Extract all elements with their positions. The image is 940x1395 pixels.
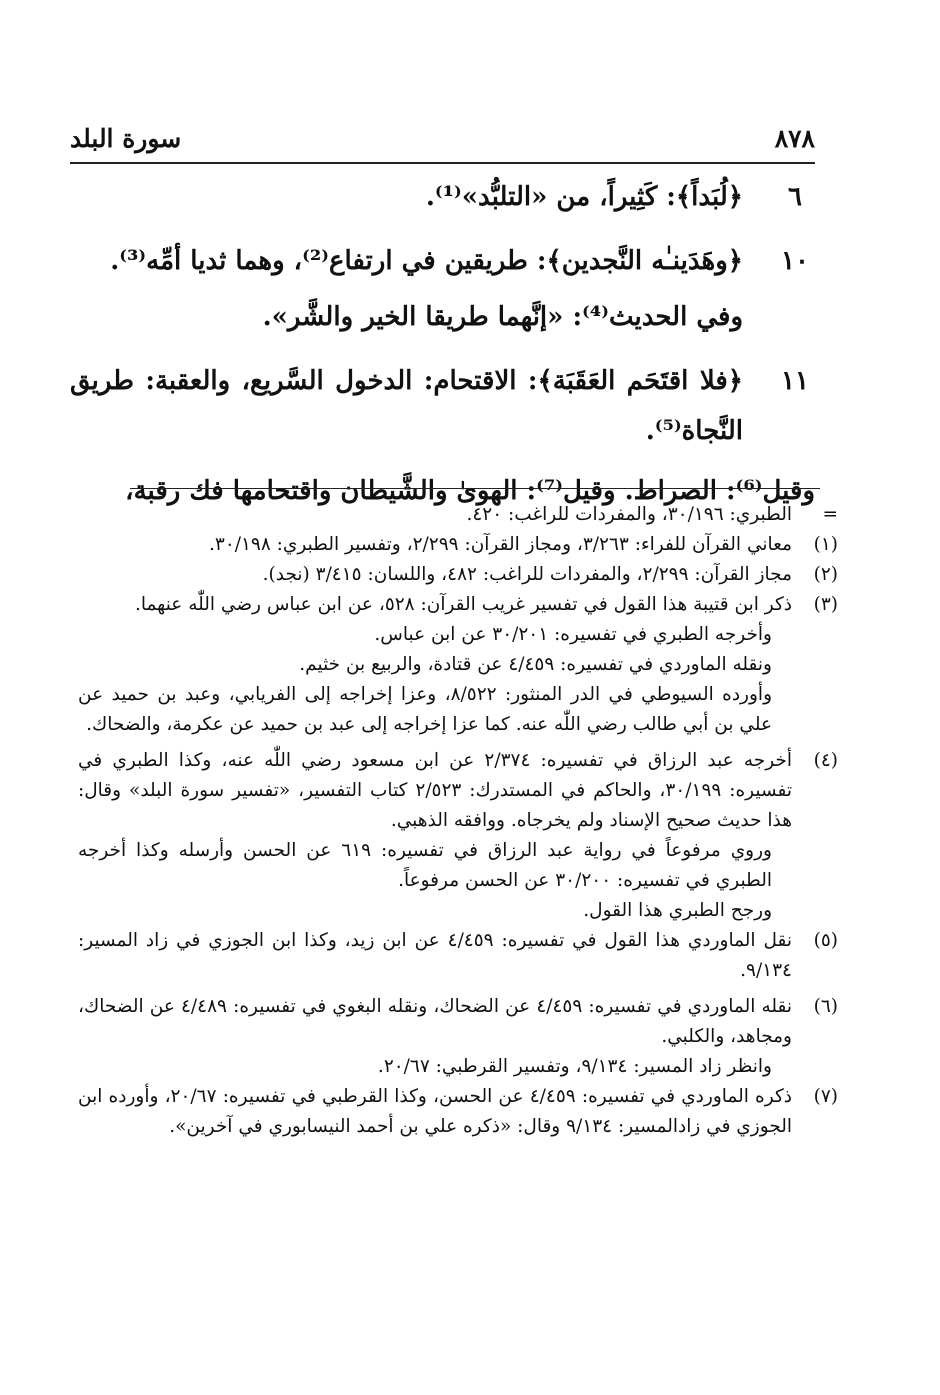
- footnote-text: وروي مرفوعاً في رواية عبد الرزاق في تفسيره: ٦١٩ عن الحسن وأرسله وكذا أخرجه الطبري في تفسيره: ٣٠/٢٠٠ عن الحسن مرفوعاً.: [78, 840, 772, 891]
- footnote-text: ذكره الماوردي في تفسيره: ٤/٤٥٩ عن الحسن، وكذا القرطبي في تفسيره: ٢٠/٦٧، وأورده ابن الجوزي في زادالمسير: ٩/١٣٤ وقال: «ذكره علي بن أحمد النيسابوري في آخرين».: [78, 1086, 793, 1137]
- footnote-text: نقل الماوردي هذا القول في تفسيره: ٤/٤٥٩ عن ابن زيد، وكذا ابن الجوزي في زاد المسير: ٩/١٣٤.: [78, 930, 792, 981]
- footnote: [78, 560, 838, 590]
- footnote-text: معاني القرآن للفراء: ٣/٢٦٣، ومجاز القرآن: ٢/٢٩٩، وتفسير الطبري: ٣٠/١٩٨.: [208, 534, 792, 555]
- verse-text: ﴿فلا اقتَحَم العَقَبَة﴾: الاقتحام: الدخول السَّريع، والعقبة: طريق النَّجاة⁽⁵⁾.: [70, 366, 743, 446]
- main-text: [70, 172, 815, 516]
- footnote-text: وانظر زاد المسير: ٩/١٣٤، وتفسير القرطبي: ٢٠/٦٧.: [377, 1056, 772, 1077]
- footnote: [78, 926, 838, 986]
- surah-title: سورة البلد: [70, 124, 182, 153]
- footnote-number: (٥): [813, 930, 838, 951]
- footnote: [78, 992, 838, 1082]
- footnote-text: وأخرجه الطبري في تفسيره: ٣٠/٢٠١ عن ابن عباس.: [374, 624, 772, 645]
- verse-text: ﴿وهَدَينـٰه النَّجدين﴾: طريقين في ارتفاع⁽²⁾، وهما ثديا أمِّه⁽³⁾.: [110, 246, 743, 276]
- verse-entry: [70, 356, 815, 456]
- footnote-text: الطبري: ٣٠/١٩٦، والمفردات للراغب: ٤٢٠.: [466, 504, 792, 525]
- footnote-number: (١): [813, 534, 838, 555]
- footnote-number: (٣): [813, 594, 838, 615]
- verse-number: ٦: [788, 182, 802, 212]
- verse-entry: [70, 236, 815, 286]
- footnote-number: (٦): [813, 996, 838, 1017]
- footnote-text: أخرجه عبد الرزاق في تفسيره: ٢/٣٧٤ عن ابن مسعود رضي اللّٰه عنه، وكذا الطبري في تفسيره: ٣٠/١٩٩، والحاكم في المستدرك: ٢/٥٢٣ كتاب التفسير، «تفسير سورة البلد» وقال: هذا حديث صحيح الإسناد ولم يخرجاه. ووافقه الذهبي.: [78, 750, 792, 831]
- footnote-text: ونقله الماوردي في تفسيره: ٤/٤٥٩ عن قتادة، والربيع بن خثيم.: [299, 654, 772, 675]
- footnote: [78, 590, 838, 740]
- verse-text: وقيل⁽⁶⁾: الصراط. وقيل⁽⁷⁾: الهوىٰ والشَّيطان واقتحامها فك رقبة،: [125, 476, 815, 506]
- footnote-number: (٤): [813, 750, 838, 771]
- page-number: ٨٧٨: [774, 124, 815, 153]
- verse-number: ١٠: [781, 246, 809, 276]
- footnote-number: (٢): [813, 564, 838, 585]
- footnote-text: نقله الماوردي في تفسيره: ٤/٤٥٩ عن الضحاك، ونقله البغوي في تفسيره: ٤/٤٨٩ عن الضحاك، ومجاهد، والكلبي.: [78, 996, 793, 1047]
- verse-text: ﴿لُبَداً﴾: كَثِيراً، من «التلبُّد»⁽¹⁾.: [425, 182, 743, 212]
- footnote: [78, 1082, 838, 1142]
- footnote-separator: [130, 488, 820, 489]
- footnote-text: مجاز القرآن: ٢/٢٩٩، والمفردات للراغب: ٤٨٢، واللسان: ٣/٤١٥ (نجد).: [262, 564, 792, 585]
- footnotes: [78, 496, 838, 1142]
- verse-entry: [70, 172, 815, 222]
- verse-entry: [70, 292, 815, 342]
- running-header: [70, 118, 815, 164]
- verse-number: ١١: [781, 366, 809, 396]
- footnote: [78, 746, 838, 926]
- footnote-text: وأورده السيوطي في الدر المنثور: ٨/٥٢٢، وعزا إخراجه إلى الفريابي، وعبد بن حميد عن علي بن أبي طالب رضي اللّٰه عنه. كما عزا إخراجه إلى عبد بن حميد عن عكرمة، والضحاك.: [78, 684, 772, 735]
- footnote: [78, 500, 838, 530]
- footnote-number: (٧): [813, 1086, 838, 1107]
- footnote: [78, 530, 838, 560]
- footnote-text: ورجح الطبري هذا القول.: [583, 900, 772, 921]
- footnote-number: =: [822, 504, 838, 525]
- footnote-text: ذكر ابن قتيبة هذا القول في تفسير غريب القرآن: ٥٢٨، عن ابن عباس رضي اللّٰه عنهما.: [134, 594, 792, 615]
- verse-text: وفي الحديث⁽⁴⁾: «إنَّهما طريقا الخير والشَّر».: [262, 302, 743, 332]
